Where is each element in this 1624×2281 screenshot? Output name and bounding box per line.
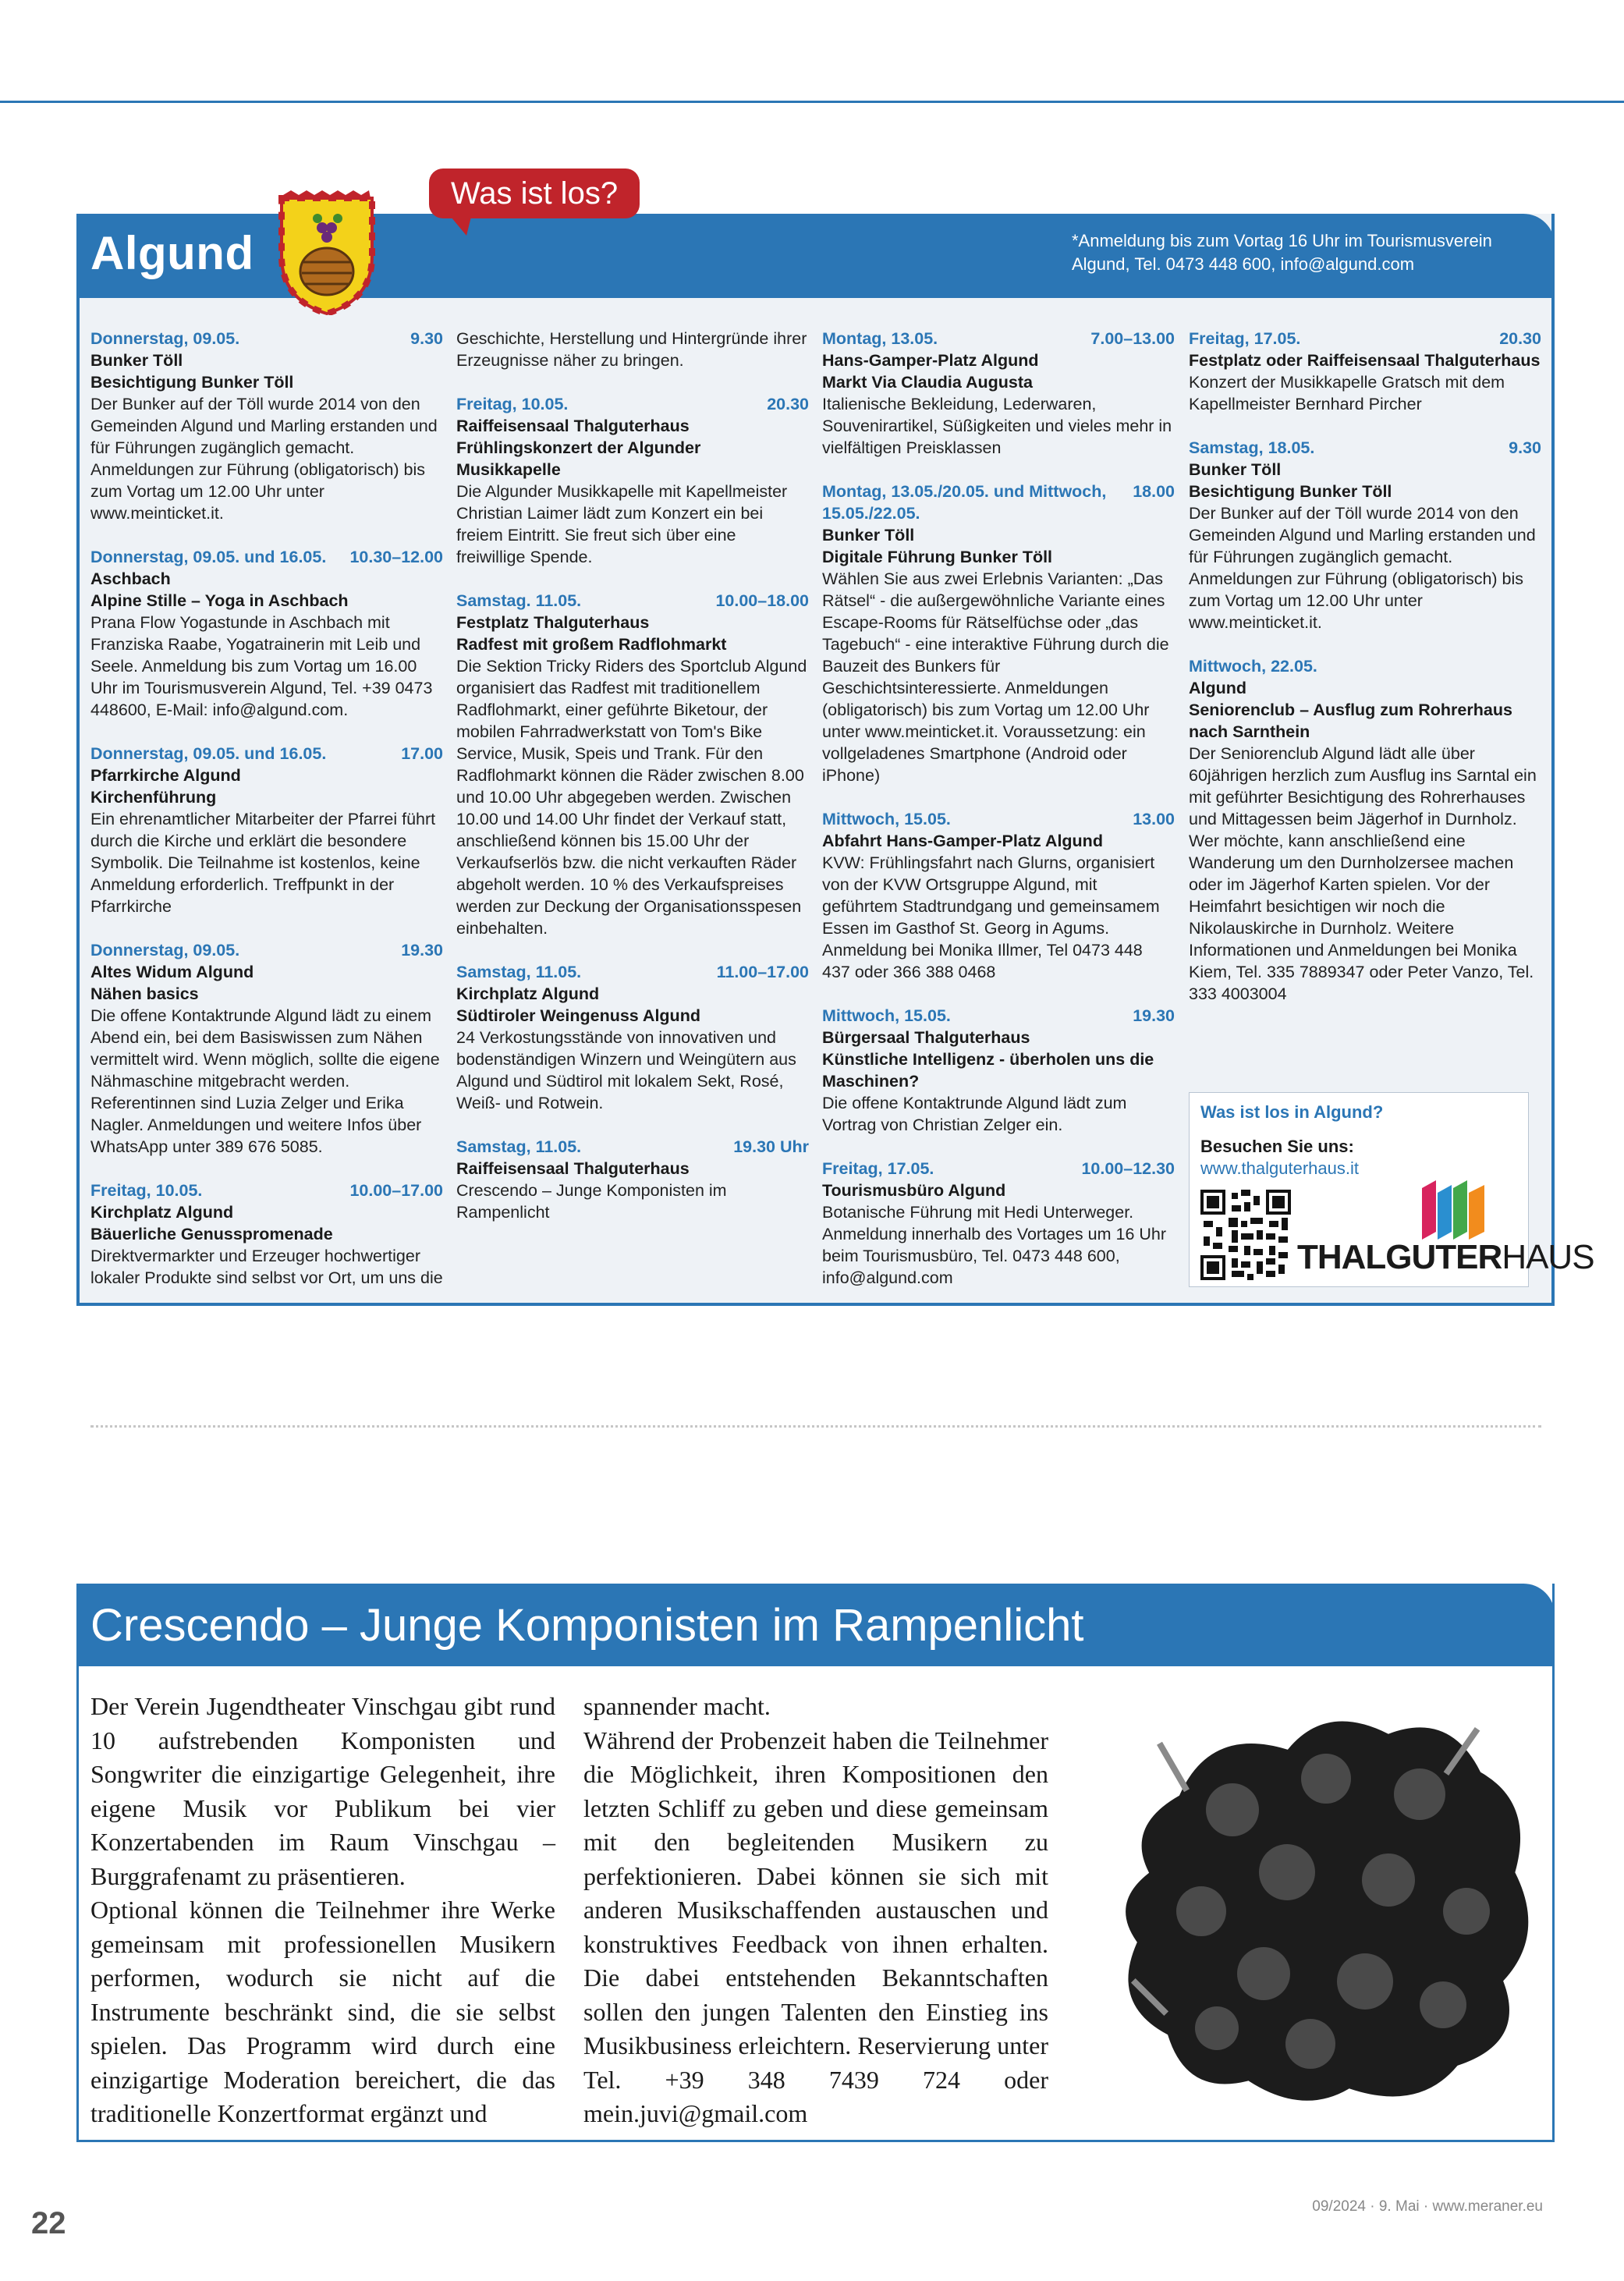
registration-note: *Anmeldung bis zum Vortag 16 Uhr im Tourismusverein Algund, Tel. 0473 448 600, info@algund.com [1072, 231, 1492, 274]
article-paragraph: Optional können die Teilnehmer ihre Werke gemeinsam mit professionellen Musikern performen, wodurch sie nicht auf die Instrumente beschränkt sind, die sie selbst spielen. Das Programm wird durch eine einzigartige Moderation bereichert, die das traditionelle Konzertformat ergänzt und [90, 1896, 555, 2127]
promo-visit: Besuchen Sie uns: [1200, 1137, 1354, 1156]
event-date-time [822, 808, 1175, 830]
event-time: 7.00–13.00 [1090, 329, 1175, 348]
event-location: Festplatz Thalguterhaus [456, 613, 650, 632]
event-date: Samstag, 11.05. [456, 1137, 582, 1156]
events-column-1 [90, 328, 443, 1311]
event-date-time [456, 961, 809, 983]
event-description: Botanische Führung mit Hedi Unterweger. Anmeldung innerhalb des Vortages um 16 Uhr beim Tourismusbüro, Tel. 0473 448 600, info@algund.com [822, 1203, 1167, 1287]
event-date: Freitag, 10.05. [90, 1181, 203, 1200]
event-description: Die offene Kontaktrunde Algund lädt zu einem Abend ein, bei dem Basiswissen zum Nähen vermittelt wird. Wenn möglich, sollte die eigene Nähmaschine mitgebracht werden. Referentinnen sind Luzia Zelger und Erika Nagler. Anmeldungen und weitere Infos über WhatsApp unter 389 676 5085. [90, 1006, 440, 1156]
event-date-time [456, 590, 809, 612]
event-title: Künstliche Intelligenz - überholen uns die Maschinen? [822, 1050, 1154, 1091]
event-date-time [90, 328, 443, 349]
event-date-time [90, 743, 443, 764]
article-header [76, 1584, 1555, 1666]
event-date-time [1189, 328, 1541, 349]
event-location: Bunker Töll [90, 351, 183, 370]
event-location: Abfahrt Hans-Gamper-Platz Algund [822, 832, 1103, 850]
event-description: Geschichte, Herstellung und Hintergründe ihrer Erzeugnisse näher zu bringen. [456, 329, 807, 370]
event-date: Freitag, 17.05. [1189, 329, 1301, 348]
qr-code-icon[interactable] [1200, 1190, 1291, 1280]
event-item [90, 1180, 443, 1289]
event-item [456, 1136, 809, 1223]
event-location: Raiffeisensaal Thalguterhaus [456, 417, 690, 435]
article-column-1 [90, 1690, 555, 2131]
event-title: Digitale Führung Bunker Töll [822, 548, 1053, 566]
event-time: 18.00 [1133, 482, 1175, 501]
event-time: 10.00–18.00 [715, 591, 809, 610]
section-divider [90, 1425, 1541, 1428]
event-date-time [1189, 655, 1541, 677]
page-number: 22 [31, 2206, 66, 2240]
event-date: Mittwoch, 15.05. [822, 1006, 951, 1025]
events-column-3 [822, 328, 1175, 1311]
event-date-time [822, 1158, 1175, 1180]
event-location: Bunker Töll [822, 526, 915, 545]
event-item [1189, 328, 1541, 415]
event-location: Bunker Töll [1189, 460, 1282, 479]
event-title: Kirchenführung [90, 788, 217, 807]
event-description: Die Sektion Tricky Riders des Sportclub Algund organisiert das Radfest mit traditionellem Radflohmarkt, einer geführte Biketour, der mobilen Fahrradwerkstatt von Tom's Bike Service, Musik, Speis und Trank. Für den Radflohmarkt können die Räder zwischen 8.00 und 10.00 Uhr abgegeben werden. Zwischen 10.00 und 14.00 Uhr findet der Verkauf statt, anschließend können bis 15.00 Uhr der Verkaufserlös bzw. die nicht verkauften Räder abgeholt werden. 10 % des Verkaufspreises werden zur Deckung der Organisationsspesen einbehalten. [456, 657, 807, 938]
event-time: 19.30 [401, 941, 443, 960]
event-description: Der Seniorenclub Algund lädt alle über 60jährigen herzlich zum Ausflug ins Sarntal ein mit geführter Besichtigung des Rohrerhauses und Mittagessen beim Jägerhof in Durnholz. Wer möchte, kann anschließend eine Wanderung um den Durnholzersee machen oder im Jägerhof Karten spielen. Vor der Heimfahrt besichtigen wir noch die Nikolauskirche in Durnholz. Weitere Informationen und Anmeldungen bei Monika Kiem, Tel. 335 7889347 oder Peter Vanzo, Tel. 333 4003004 [1189, 744, 1537, 1003]
event-date-time [822, 328, 1175, 349]
event-date: Mittwoch, 22.05. [1189, 657, 1317, 676]
event-date-time [456, 393, 809, 415]
event-title: Alpine Stille – Yoga in Aschbach [90, 591, 349, 610]
event-title: Markt Via Claudia Augusta [822, 373, 1034, 392]
event-time: 10.30–12.00 [349, 548, 443, 566]
events-column-2 [456, 328, 809, 1245]
event-time: 19.30 Uhr [733, 1137, 809, 1156]
event-date: Samstag, 18.05. [1189, 438, 1315, 457]
event-date: Samstag, 11.05. [456, 963, 582, 981]
event-item [822, 808, 1175, 983]
event-date: Montag, 13.05./20.05. und Mittwoch, 15.05./22.05. [822, 482, 1107, 523]
young-musicians-collage-image [1092, 1677, 1552, 2114]
event-title: Nähen basics [90, 984, 199, 1003]
event-date-time [90, 939, 443, 961]
event-date: Freitag, 10.05. [456, 395, 569, 413]
event-item [1189, 437, 1541, 633]
event-item [456, 590, 809, 939]
thalguterhaus-promo [1189, 1092, 1594, 1287]
article-paragraph: Der Verein Jugendtheater Vinschgau gibt rund 10 aufstrebenden Komponisten und Songwriter die einzigartige Gelegenheit, ihre eigene Musik vor Publikum bei vier Konzertabenden im Raum Vinschgau – Burggrafenamt zu präsentieren. [90, 1692, 555, 1890]
events-column-4 [1189, 328, 1541, 1027]
event-description: Die Algunder Musikkapelle mit Kapellmeister Christian Laimer lädt zum Konzert ein bei freiem Eintritt. Sie freut sich über eine freiwillige Spende. [456, 482, 788, 566]
event-title: Seniorenclub – Ausflug zum Rohrerhaus nach Sarnthein [1189, 701, 1512, 741]
event-time: 10.00–12.30 [1081, 1159, 1175, 1178]
event-date-time [90, 546, 443, 568]
event-location: Tourismusbüro Algund [822, 1181, 1006, 1200]
event-date-time [822, 1005, 1175, 1027]
event-time: 13.00 [1133, 810, 1175, 828]
article-paragraph: spannender macht. [583, 1692, 771, 1720]
thalguterhaus-wordmark: THALGUTERHAUS [1297, 1238, 1594, 1276]
event-description: Crescendo – Junge Komponisten im Rampenlicht [456, 1181, 727, 1222]
event-location: Bürgersaal Thalguterhaus [822, 1028, 1030, 1047]
event-location: Festplatz oder Raiffeisensaal Thalguterhaus [1189, 351, 1541, 370]
event-item [456, 961, 809, 1114]
issue-footer: 09/2024 · 9. Mai · www.meraner.eu [1312, 2198, 1543, 2215]
event-item [822, 1005, 1175, 1136]
event-time: 9.30 [1509, 438, 1541, 457]
event-date: Mittwoch, 15.05. [822, 810, 951, 828]
promo-question: Was ist los in Algund? [1200, 1102, 1384, 1122]
promo-link[interactable]: www.thalguterhaus.it [1200, 1158, 1359, 1178]
article-paragraph: Während der Probenzeit haben die Teilnehmer die Möglichkeit, ihren Kompositionen den letzten Schliff zu geben und diese gemeinsam mit den begleitenden Musikern zu perfektionieren. Dabei können sie sich mit anderen Musikschaffenden austauschen und konstruktives Feedback von ihnen erhalten. Die dabei entstehenden Bekanntschaften sollen den jungen Talenten den Einstieg ins Musikbusiness erleichtern. Reservierung unter Tel. +39 348 7439 724 oder mein.juvi@gmail.com [583, 1726, 1048, 2127]
event-time: 10.00–17.00 [349, 1181, 443, 1200]
event-date: Donnerstag, 09.05. und 16.05. [90, 548, 327, 566]
event-date-time [90, 1180, 443, 1201]
event-item [456, 393, 809, 568]
event-date: Montag, 13.05. [822, 329, 938, 348]
thalguterhaus-logo-icon [1422, 1180, 1484, 1240]
event-description: Konzert der Musikkapelle Gratsch mit dem Kapellmeister Bernhard Pircher [1189, 373, 1505, 413]
event-time: 20.30 [767, 395, 809, 413]
bubble-tail [451, 217, 471, 236]
event-location: Raiffeisensaal Thalguterhaus [456, 1159, 690, 1178]
event-date: Donnerstag, 09.05. [90, 941, 240, 960]
event-location: Hans-Gamper-Platz Algund [822, 351, 1039, 370]
event-item [822, 1158, 1175, 1289]
event-date-time [1189, 437, 1541, 459]
event-description: Ein ehrenamtlicher Mitarbeiter der Pfarrei führt durch die Kirche und erklärt die besondere Symbolik. Die Teilnahme ist kostenlos, keine Anmeldung erforderlich. Treffpunkt in der Pfarrkirche [90, 810, 436, 916]
event-time: 19.30 [1133, 1006, 1175, 1025]
event-item [90, 939, 443, 1158]
event-time: 20.30 [1499, 329, 1541, 348]
event-title: Radfest mit großem Radflohmarkt [456, 635, 727, 654]
event-item [822, 481, 1175, 786]
event-date: Samstag. 11.05. [456, 591, 582, 610]
event-date-time [822, 481, 1175, 524]
event-item [90, 546, 443, 721]
top-rule [0, 101, 1624, 103]
event-description: Italienische Bekleidung, Lederwaren, Souvenirartikel, Süßigkeiten und vieles mehr in vielfältigen Preisklassen [822, 395, 1172, 457]
event-date: Freitag, 17.05. [822, 1159, 934, 1178]
event-location: Kirchplatz Algund [456, 984, 600, 1003]
event-time: 11.00–17.00 [716, 963, 809, 981]
event-item [822, 328, 1175, 459]
event-location: Algund [1189, 679, 1247, 697]
event-location: Altes Widum Algund [90, 963, 254, 981]
event-date-time [456, 1136, 809, 1158]
event-description: Der Bunker auf der Töll wurde 2014 von den Gemeinden Algund und Marling erstanden und für Führungen zugänglich gemacht. Anmeldungen zur Führung (obligatorisch) bis zum Vortag um 12.00 Uhr unter www.meinticket.it. [90, 395, 438, 523]
event-title: Frühlingskonzert der Algunder Musikkapelle [456, 438, 701, 479]
event-item [90, 743, 443, 917]
event-location: Aschbach [90, 569, 171, 588]
was-ist-los-badge: Was ist los? [429, 169, 640, 218]
event-description: Prana Flow Yogastunde in Aschbach mit Franziska Raabe, Yogatrainerin mit Leib und Seele. Anmeldung bis zum Vortag um 16.00 Uhr im Tourismusverein Algund, Tel. +39 0473 448600, E-Mail: info@algund.com. [90, 613, 433, 719]
section-title: Algund [90, 227, 254, 279]
event-time: 9.30 [410, 329, 443, 348]
event-item [456, 328, 809, 371]
event-description: KVW: Frühlingsfahrt nach Glurns, organisiert von der KVW Ortsgruppe Algund, mit geführtem Stadtrundgang und gemeinsamem Essen im Gasthof St. Georg in Agums. Anmeldung bei Monika Illmer, Tel 0473 448 437 oder 366 388 0468 [822, 853, 1160, 981]
article-title: Crescendo – Junge Komponisten im Rampenlicht [90, 1600, 1084, 1651]
event-description: Der Bunker auf der Töll wurde 2014 von den Gemeinden Algund und Marling erstanden und für Führungen zugänglich gemacht. Anmeldungen zur Führung (obligatorisch) bis zum Vortag um 12.00 Uhr unter www.meinticket.it. [1189, 504, 1536, 632]
event-description: Direktvermarkter und Erzeuger hochwertiger lokaler Produkte sind selbst vor Ort, um uns die [90, 1247, 443, 1287]
event-description: 24 Verkostungsstände von innovativen und bodenständigen Winzern und Weingütern aus Algund und Südtirol mit lokalem Sekt, Rosé, Weiß- und Rotwein. [456, 1028, 796, 1112]
event-location: Pfarrkirche Algund [90, 766, 241, 785]
event-date: Donnerstag, 09.05. und 16.05. [90, 744, 327, 763]
event-title: Besichtigung Bunker Töll [1189, 482, 1392, 501]
event-description: Die offene Kontaktrunde Algund lädt zum Vortrag von Christian Zelger ein. [822, 1094, 1127, 1134]
event-time: 17.00 [401, 744, 443, 763]
event-item [90, 328, 443, 524]
algund-coat-of-arms-icon [275, 190, 378, 315]
event-title: Besichtigung Bunker Töll [90, 373, 294, 392]
event-title: Bäuerliche Genusspromenade [90, 1225, 333, 1243]
event-title: Südtiroler Weingenuss Algund [456, 1006, 700, 1025]
event-item [1189, 655, 1541, 1005]
event-date: Donnerstag, 09.05. [90, 329, 240, 348]
article-column-2 [583, 1690, 1048, 2131]
event-location: Kirchplatz Algund [90, 1203, 234, 1222]
event-description: Wählen Sie aus zwei Erlebnis Varianten: „Das Rätsel“ - die außergewöhnliche Variante eines Escape-Rooms für Rätselfüchse oder „das Tagebuch“ - eine interaktive Führung durch die Bauzeit des Bunkers für Geschichtsinteressierte. Anmeldungen (obligatorisch) bis zum Vortag um 12.00 Uhr unter www.meinticket.it. Voraussetzung: ein vollgeladenes Smartphone (Android oder iPhone) [822, 569, 1169, 785]
